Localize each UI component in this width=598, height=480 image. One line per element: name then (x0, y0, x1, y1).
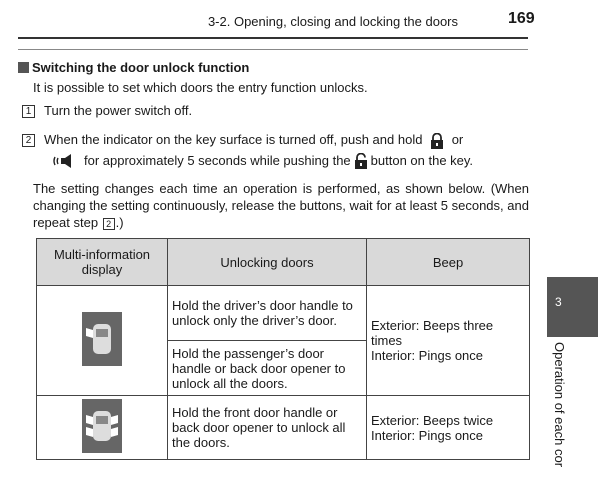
unlock-icon (351, 153, 371, 169)
step-text-line1: When the indicator on the key surface is turned off, push and hold (44, 132, 423, 147)
unlock-settings-table (36, 238, 530, 460)
driver-door-icon (82, 312, 122, 366)
section-divider (18, 49, 528, 50)
doors-cell: Hold the driver’s door handle to unlock only the driver’s door. (168, 286, 367, 341)
display-cell (37, 396, 168, 460)
section-heading (18, 60, 249, 75)
header-divider (18, 37, 528, 39)
table-row (37, 286, 530, 341)
header-title: 3-2. Opening, closing and locking the doors (207, 14, 458, 29)
table-header-row (37, 239, 530, 286)
chapter-number: 3 (555, 295, 562, 309)
step-ref: 2 (103, 218, 115, 230)
step-2-cont (52, 153, 473, 169)
step-number: 2 (22, 134, 35, 147)
setting-paragraph: The setting changes each time an operation is performed, as shown below. (When changing the setting continuously, release the buttons, wait for at least 5 seconds, and repeat step 2 .) (33, 181, 529, 230)
table-header: Unlocking doors (168, 239, 367, 286)
step-text-line2-end: button on the key. (370, 153, 474, 168)
step-2 (22, 132, 463, 149)
display-cell (37, 286, 168, 396)
lock-icon (426, 133, 448, 149)
beep-cell: Exterior: Beeps twice Interior: Pings once (367, 396, 530, 460)
section-title: Switching the door unlock function (32, 60, 250, 75)
page-number: 169 (508, 10, 535, 27)
section-square-icon (18, 62, 29, 73)
step-text-line2: for approximately 5 seconds while pushing the (84, 153, 351, 168)
chapter-tab[interactable] (547, 277, 598, 337)
intro-text: It is possible to set which doors the entry function unlocks. (33, 80, 368, 95)
panic-alarm-icon (52, 153, 78, 169)
step-text: Turn the power switch off. (44, 103, 193, 118)
step-number: 1 (22, 105, 35, 118)
chapter-label: Operation of each cor (552, 342, 567, 468)
all-doors-icon (82, 399, 122, 453)
step-1 (22, 103, 192, 118)
doors-cell: Hold the passenger’s door handle or back door opener to unlock all the doors. (168, 341, 367, 396)
table-row (37, 396, 530, 460)
doors-cell: Hold the front door handle or back door opener to unlock all the doors. (168, 396, 367, 460)
table-header: Multi-information display (37, 239, 168, 286)
table-header: Beep (367, 239, 530, 286)
step-text-or: or (451, 132, 464, 147)
beep-cell: Exterior: Beeps three times Interior: Pings once (367, 286, 530, 396)
